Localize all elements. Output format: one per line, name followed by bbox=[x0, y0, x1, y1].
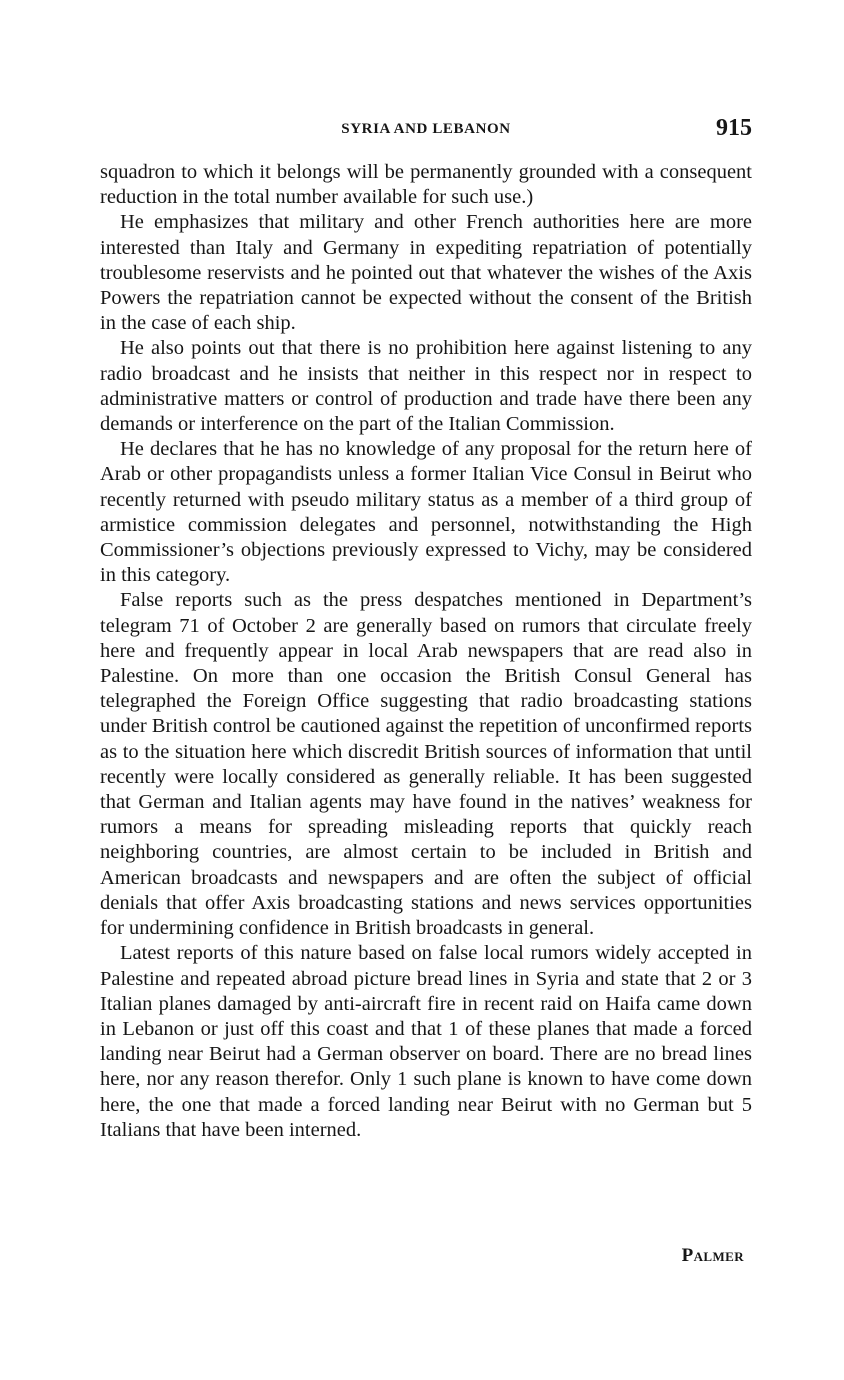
paragraph-continuation: squadron to which it belongs will be permanently grounded with a consequent reduction in the total number available for such use.) bbox=[100, 161, 752, 209]
page-number: 915 bbox=[716, 115, 752, 141]
signature: Palmer bbox=[681, 1245, 744, 1266]
paragraph: He also points out that there is no prohibition here against listening to any radio broadcast and he insists that neither in this respect nor in respect to administrative matters or control of production and trade have there been any demands or interference on the part of the Italian Commission. bbox=[100, 337, 752, 436]
running-header bbox=[100, 115, 752, 149]
running-title: SYRIA AND LEBANON bbox=[341, 121, 511, 137]
paragraph: He declares that he has no knowledge of any proposal for the return here of Arab or other propagandists unless a former Italian Vice Consul in Beirut who recently returned with pseudo military status as a member of a third group of armistice commission delegates and personnel, notwithstanding the High Commissioner’s objections previously expressed to Vichy, may be considered in this category. bbox=[100, 438, 752, 587]
paragraph: False reports such as the press despatches mentioned in Department’s telegram 71 of October 2 are generally based on rumors that circulate freely here and frequently appear in local Arab newspapers that are read also in Palestine. On more than one occasion the British Consul General has telegraphed the Foreign Office suggesting that radio broadcasting stations under British control be cautioned against the repetition of unconfirmed reports as to the situation here which discredit British sources of information that until recently were locally considered as generally reliable. It has been suggested that German and Italian agents may have found in the natives’ weakness for rumors a means for spreading misleading reports that quickly reach neighboring countries, are almost certain to be included in British and American broadcasts and newspapers and are often the subject of official denials that offer Axis broadcasting stations and news services opportunities for undermining confidence in British broadcasts in general. bbox=[100, 589, 752, 940]
paragraph: Latest reports of this nature based on false local rumors widely accepted in Palestine and repeated abroad picture bread lines in Syria and state that 2 or 3 Italian planes damaged by anti-aircraft fire in recent raid on Haifa came down in Lebanon or just off this coast and that 1 of these planes that made a forced landing near Beirut had a German observer on board. There are no bread lines here, nor any reason therefor. Only 1 such plane is known to have come down here, the one that made a forced landing near Beirut with no German but 5 Italians that have been interned. bbox=[100, 942, 752, 1141]
paragraph: He emphasizes that military and other French authorities here are more interested than Italy and Germany in expediting repatriation of potentially troublesome reservists and he pointed out that whatever the wishes of the Axis Powers the repatriation cannot be expected without the consent of the British in the case of each ship. bbox=[100, 211, 752, 335]
body-text bbox=[100, 160, 752, 1143]
